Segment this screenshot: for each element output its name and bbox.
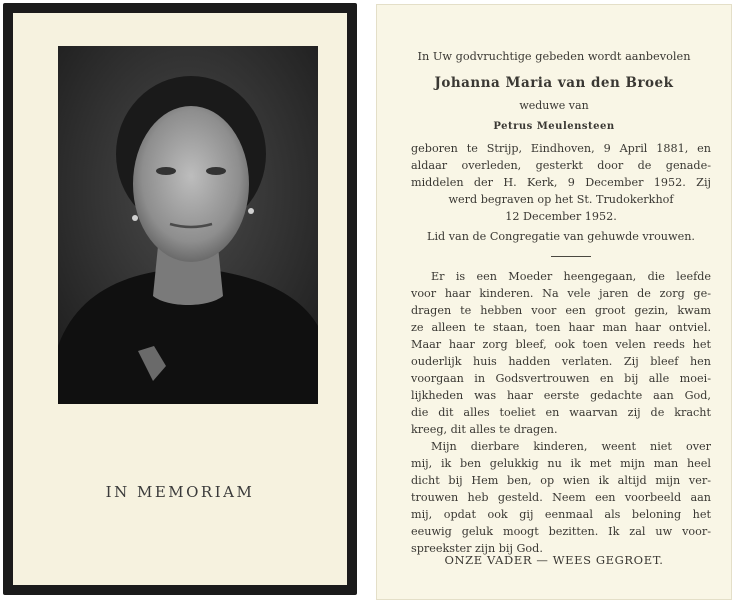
in-memoriam-title: IN MEMORIAM bbox=[105, 483, 255, 501]
text-line: lijkheden was haar eerste gedachte aan God, bbox=[411, 389, 711, 402]
text-line: Maar haar zorg bleef, ook toen velen reeds het bbox=[411, 338, 711, 351]
text-line: mij, opdat ook gij eenmaal als beloning het bbox=[411, 508, 711, 521]
text-line: Mijn dierbare kinderen, weent niet over bbox=[431, 440, 711, 453]
bio-line: middelen der H. Kerk, 9 December 1952. Zij bbox=[411, 176, 711, 189]
text-line: Er is een Moeder heengegaan, die leefde bbox=[431, 270, 711, 283]
bio-line: geboren te Strijp, Eindhoven, 9 April 1881, en bbox=[411, 142, 711, 155]
widow-of-label: weduwe van bbox=[519, 99, 589, 112]
text-line: voor haar kinderen. Na vele jaren de zorg ge- bbox=[411, 287, 711, 300]
text-line: dicht bij Hem ben, op wien ik altijd mijn ver- bbox=[411, 474, 711, 487]
membership-line: Lid van de Congregatie van gehuwde vrouwen. bbox=[427, 230, 695, 243]
memorial-card-front bbox=[3, 3, 357, 595]
text-line: voorgaan in Godsvertrouwen en bij alle moei- bbox=[411, 372, 711, 385]
card-front-panel bbox=[13, 13, 347, 585]
portrait-photo bbox=[58, 46, 318, 404]
text-line: eeuwig geluk moogt bezitten. Ik zal uw voor- bbox=[411, 525, 711, 538]
husband-name: Petrus Meulensteen bbox=[493, 121, 615, 132]
text-line: die dit alles toeliet en waarvan zij de kracht bbox=[411, 406, 711, 419]
text-line: mij, ik ben gelukkig nu ik met mijn man heel bbox=[411, 457, 711, 470]
memorial-card-back bbox=[376, 4, 732, 600]
bio-line: 12 December 1952. bbox=[505, 210, 617, 223]
deceased-name: Johanna Maria van den Broek bbox=[434, 75, 674, 91]
text-line: spreekster zijn bij God. bbox=[411, 542, 543, 555]
text-line: ze alleen te staan, toen haar man haar ontviel. bbox=[411, 321, 711, 334]
text-line: ouderlijk huis hadden verlaten. Zij bleef hen bbox=[411, 355, 711, 368]
farewell-text bbox=[411, 268, 711, 557]
text-line: dragen te hebben voor een groot gezin, kwam bbox=[411, 304, 711, 317]
biography bbox=[411, 140, 711, 225]
bio-line: werd begraven op het St. Trudokerkhof bbox=[448, 193, 674, 206]
bio-line: aldaar overleden, gesterkt door de genade- bbox=[411, 159, 711, 172]
portrait-image bbox=[58, 46, 318, 404]
text-line: trouwen heb gesteld. Neem een voorbeeld aan bbox=[411, 491, 711, 504]
intro-line: In Uw godvruchtige gebeden wordt aanbevolen bbox=[417, 50, 691, 63]
text-line: kreeg, dit alles te dragen. bbox=[411, 423, 558, 436]
closing-prayers: ONZE VADER — WEES GEGROET. bbox=[444, 553, 664, 567]
divider bbox=[551, 256, 591, 257]
